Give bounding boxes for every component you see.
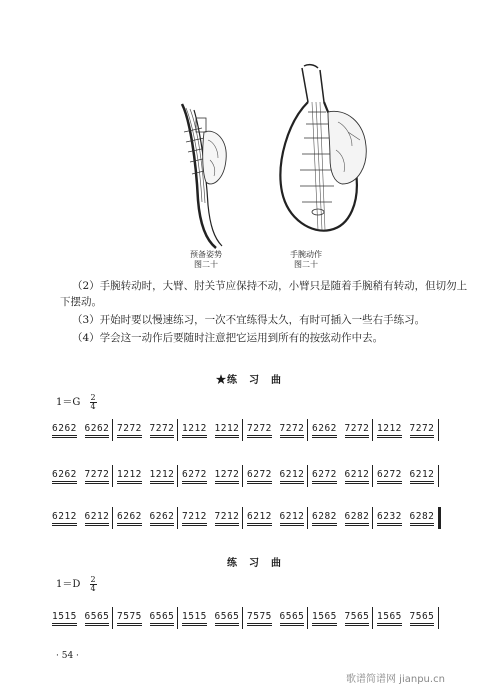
bar-line (242, 507, 243, 529)
note-group-text: 7272 (344, 423, 370, 434)
note-group (280, 511, 305, 522)
figure-left-caption-number: 图二十 (194, 260, 218, 269)
note-group (345, 469, 370, 480)
bar-line (438, 419, 439, 441)
note-group (182, 469, 207, 480)
note-group (377, 423, 402, 434)
note-group (150, 511, 175, 522)
note-group (312, 511, 337, 522)
bar-line (177, 607, 178, 629)
guitar-neck-left-illustration (168, 100, 248, 250)
note-group-text: 7272 (247, 423, 272, 434)
exercise-1-key-signature (56, 393, 97, 411)
note-group-text: 1565 (377, 611, 402, 622)
watermark: 歌谱简谱网 jianpu.cn (346, 674, 445, 685)
note-group (410, 423, 435, 434)
figure-right (268, 62, 388, 242)
note-group (410, 611, 435, 622)
exercise-2-time-top: 2 (90, 575, 96, 584)
bar-line (242, 607, 243, 629)
note-group (52, 611, 77, 622)
note-group (215, 511, 240, 522)
note-group-text: 6212 (52, 511, 77, 522)
note-group (182, 423, 207, 434)
bar-line (307, 607, 308, 629)
note-group (345, 611, 370, 622)
note-group (312, 423, 337, 434)
bar-line (372, 507, 373, 529)
note-group-text: 7272 (117, 423, 142, 434)
note-group-text: 1272 (214, 469, 240, 480)
paragraph-4: （4）学会这一动作后要随时注意把它运用到所有的按弦动作中去。 (72, 332, 384, 344)
note-group (150, 423, 175, 434)
figure-left-caption (166, 250, 246, 270)
guitar-body-right-illustration (268, 62, 388, 242)
note-group (52, 469, 77, 480)
page-number: · 54 · (56, 651, 79, 661)
exercise-2-key-signature (56, 575, 97, 593)
bar-line (177, 465, 178, 487)
note-group-text: 7575 (247, 611, 272, 622)
note-group (312, 469, 337, 480)
note-group (280, 469, 305, 480)
note-group-text: 7212 (214, 511, 240, 522)
bar-line (242, 419, 243, 441)
exercise-2-time-signature (90, 576, 97, 593)
note-group-text: 7272 (84, 469, 110, 480)
note-group (280, 611, 305, 622)
bar-line (242, 465, 243, 487)
note-group (247, 423, 272, 434)
note-group (377, 469, 402, 480)
note-group-text: 6212 (279, 469, 305, 480)
note-group (345, 423, 370, 434)
figure-right-caption-title: 手腕动作 (290, 250, 322, 259)
note-group-text: 1565 (312, 611, 337, 622)
final-bar-line (438, 507, 441, 529)
exercise-1-time-top: 2 (90, 393, 96, 402)
bar-line (372, 419, 373, 441)
bar-line (307, 465, 308, 487)
note-group-text: 6212 (84, 511, 110, 522)
bar-line (177, 419, 178, 441)
note-group (85, 511, 110, 522)
note-group-text: 6565 (84, 611, 110, 622)
note-group-text: 6212 (279, 511, 305, 522)
note-group-text: 6282 (409, 511, 435, 522)
bar-line (112, 607, 113, 629)
bar-line (112, 507, 113, 529)
note-group-text: 6262 (312, 423, 337, 434)
note-group-text: 1212 (117, 469, 142, 480)
notation-row (50, 605, 460, 635)
bar-line (112, 419, 113, 441)
exercise-1-time-signature (90, 394, 97, 411)
note-group-text: 1212 (149, 469, 175, 480)
note-group-text: 7212 (182, 511, 207, 522)
note-group (150, 469, 175, 480)
note-group (312, 611, 337, 622)
note-group (117, 469, 142, 480)
notation-row (50, 463, 460, 493)
note-group-text: 6212 (247, 511, 272, 522)
note-group (117, 511, 142, 522)
note-group-text: 6565 (214, 611, 240, 622)
note-group-text: 1212 (182, 423, 207, 434)
note-group-text: 6282 (344, 511, 370, 522)
note-group-text: 6272 (182, 469, 207, 480)
bar-line (438, 607, 439, 629)
notation-row (50, 505, 460, 535)
exercise-1-key: 1＝G (56, 397, 81, 408)
figure-right-caption-number: 图二十 (294, 260, 318, 269)
note-group (410, 469, 435, 480)
note-group (182, 611, 207, 622)
note-group (117, 611, 142, 622)
note-group-text: 7575 (117, 611, 142, 622)
bar-line (112, 465, 113, 487)
note-group (52, 511, 77, 522)
note-group-text: 6212 (344, 469, 370, 480)
note-group-text: 1212 (214, 423, 240, 434)
note-group (215, 423, 240, 434)
note-group (247, 469, 272, 480)
note-group (117, 423, 142, 434)
exercise-1-title: ★练 习 曲 (216, 375, 282, 386)
note-group (247, 611, 272, 622)
bar-line (307, 507, 308, 529)
note-group-text: 6272 (312, 469, 337, 480)
note-group (247, 511, 272, 522)
note-group-text: 6282 (312, 511, 337, 522)
paragraph-2-line-2: 下摆动。 (60, 296, 102, 308)
exercise-2-key: 1＝D (56, 579, 81, 590)
exercise-2-time-bottom: 4 (90, 584, 96, 593)
note-group-text: 7272 (149, 423, 175, 434)
figure-left-caption-title: 预备姿势 (190, 250, 222, 259)
note-group (150, 611, 175, 622)
note-group (345, 511, 370, 522)
note-group-text: 6212 (409, 469, 435, 480)
exercise-2-title: 练 习 曲 (227, 558, 282, 569)
note-group (85, 611, 110, 622)
note-group-text: 1515 (52, 611, 77, 622)
note-group-text: 6262 (84, 423, 110, 434)
exercise-1-time-bottom: 4 (90, 402, 96, 411)
note-group (215, 469, 240, 480)
note-group (52, 423, 77, 434)
note-group-text: 6262 (117, 511, 142, 522)
note-group (377, 511, 402, 522)
note-group (85, 469, 110, 480)
note-group-text: 7565 (409, 611, 435, 622)
note-group-text: 6272 (377, 469, 402, 480)
note-group-text: 6232 (377, 511, 402, 522)
note-group (377, 611, 402, 622)
note-group-text: 1515 (182, 611, 207, 622)
bar-line (177, 507, 178, 529)
notation-row (50, 417, 460, 447)
paragraph-2-line-1: （2）手腕转动时，大臂、肘关节应保持不动，小臂只是随着手腕稍有转动，但切勿上 (72, 280, 468, 292)
bar-line (438, 465, 439, 487)
figure-left (168, 100, 248, 250)
note-group-text: 6565 (149, 611, 175, 622)
bar-line (372, 607, 373, 629)
note-group-text: 6565 (279, 611, 305, 622)
note-group (215, 611, 240, 622)
figure-right-caption (281, 250, 331, 270)
note-group (410, 511, 435, 522)
note-group (85, 423, 110, 434)
note-group-text: 6272 (247, 469, 272, 480)
note-group-text: 6262 (52, 423, 77, 434)
bar-line (307, 419, 308, 441)
note-group-text: 7272 (409, 423, 435, 434)
paragraph-3: （3）开始时要以慢速练习，一次不宜练得太久，有时可插入一些右手练习。 (72, 314, 426, 326)
note-group (182, 511, 207, 522)
note-group-text: 1212 (377, 423, 402, 434)
note-group-text: 7565 (344, 611, 370, 622)
bar-line (372, 465, 373, 487)
note-group (280, 423, 305, 434)
note-group-text: 6262 (52, 469, 77, 480)
note-group-text: 7272 (279, 423, 305, 434)
note-group-text: 6262 (149, 511, 175, 522)
